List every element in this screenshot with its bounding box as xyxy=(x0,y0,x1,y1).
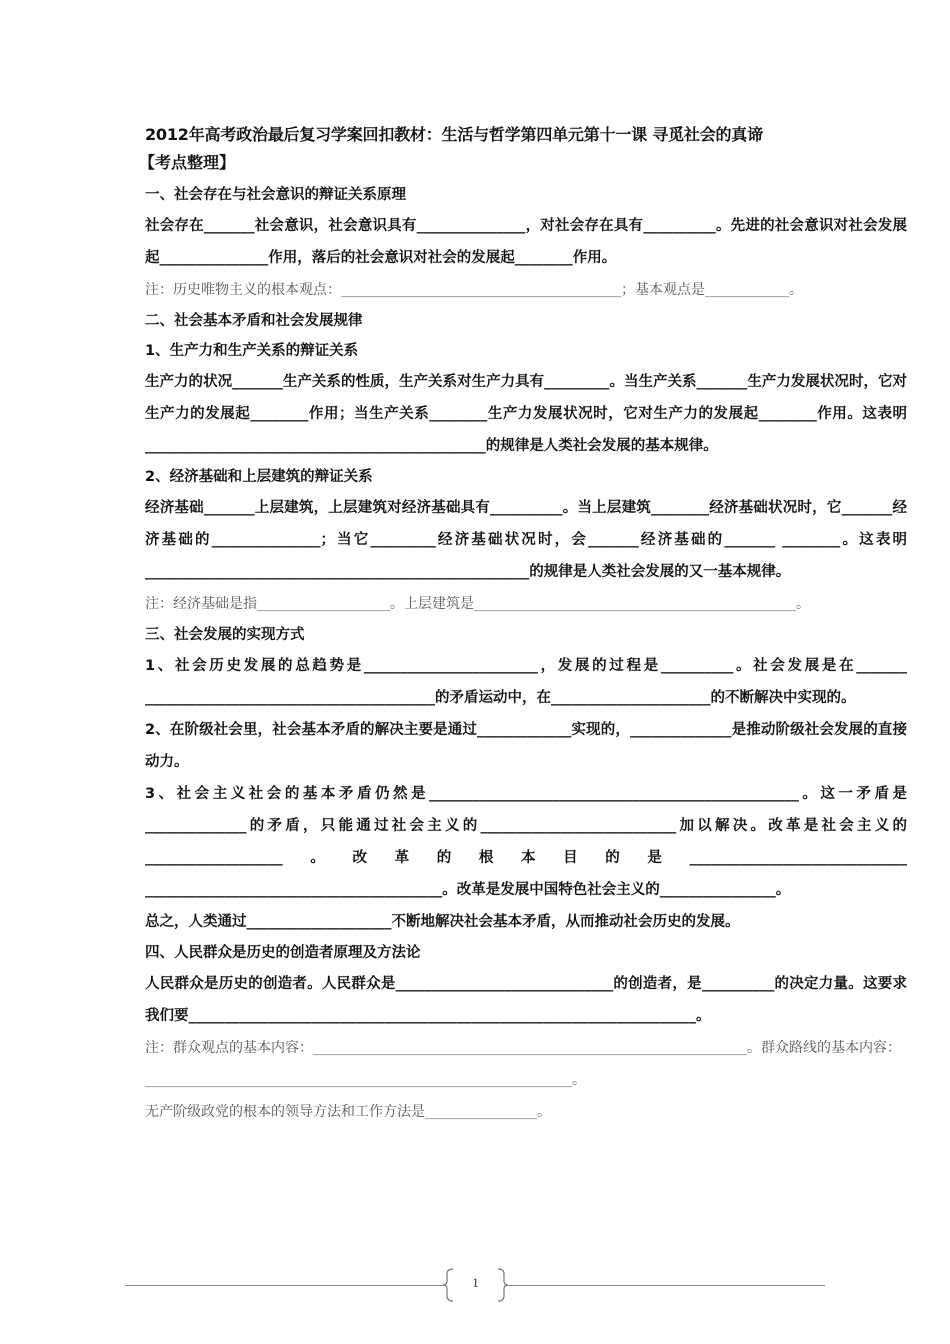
section-3-paragraph-2: 2、在阶级社会里，社会基本矛盾的解决主要是通过_____________实现的，______________是推动阶级社会发展的直接动力。 xyxy=(145,722,907,770)
section-2-note: 注：经济基础是指___________________。上层建筑是______________________________________________。 xyxy=(145,596,810,612)
section-3-paragraph-4: 总之，人类通过____________________不断地解决社会基本矛盾，从而推动社会历史的发展。 xyxy=(145,914,740,930)
section-2-sub2-heading: 2、经济基础和上层建筑的辩证关系 xyxy=(145,469,373,485)
section-3-heading: 三、社会发展的实现方式 xyxy=(145,627,305,643)
section-1-paragraph: 社会存在_______社会意识，社会意识具有_______________，对社会存在具有__________。先进的社会意识对社会发展起_______________作用，落后的社会意识对社会的发展起________作用。 xyxy=(145,218,907,266)
section-2-sub2-paragraph: 经济基础_______上层建筑，上层建筑对经济基础具有__________。当上层建筑________经济基础状况时，它_______经济基础的_______________；当它_________经济基础状况时，会_______经济基础的_______ ________。这表明_____________________________________________________的规律是人类社会发展的又一基本规律。 xyxy=(145,500,907,580)
document-page xyxy=(139,120,913,1128)
section-3-paragraph-1: 1、社会历史发展的总趋势是________________________，发展的过程是__________。社会发展是在_______ ________________________________________的矛盾运动中，在______________________的不断解决中实现的。 xyxy=(145,658,913,706)
document-title: 2012年高考政治最后复习学案回扣教材：生活与哲学第四单元第十一课 寻觅社会的真谛 xyxy=(145,125,763,144)
page-number: 1 xyxy=(472,1275,479,1290)
section-2-heading: 二、社会基本矛盾和社会发展规律 xyxy=(145,313,363,329)
section-4-note-1: 注：群众观点的基本内容：______________________________________________________________。群众路线的基本内容：_____________________________________________________________。 xyxy=(145,1040,901,1088)
section-4-note-2: 无产阶级政党的根本的领导方法和工作方法是________________。 xyxy=(145,1104,551,1120)
page-number-bracket xyxy=(443,1268,508,1302)
section-4-paragraph: 人民群众是历史的创造者。人民群众是______________________________的创造者，是__________的决定力量。这要求我们要______________________________________________________________________。 xyxy=(145,976,907,1024)
section-2-sub1-heading: 1、生产力和生产关系的辩证关系 xyxy=(145,343,359,359)
section-1-note: 注：历史唯物主义的根本观点：________________________________________；基本观点是____________。 xyxy=(145,282,803,298)
footer-rule-right xyxy=(508,1285,825,1286)
footer-rule-left xyxy=(125,1285,443,1286)
section-4-heading: 四、人民群众是历史的创造者原理及方法论 xyxy=(145,945,421,961)
page-footer xyxy=(125,1268,825,1304)
section-3-paragraph-3: 3、社会主义社会的基本矛盾仍然是___________________________________________________。这一矛盾是______________的矛盾，只能通过社会主义的___________________________加以解决。改革是社会主义的___________________。改革的根本目的是______________________________ _________________________________________。改革是发展中国特色社会主义的________________。 xyxy=(145,786,913,898)
section-1-heading: 一、社会存在与社会意识的辩证关系原理 xyxy=(145,187,406,203)
section-label-kaodian: 【考点整理】 xyxy=(139,153,236,172)
section-2-sub1-paragraph: 生产力的状况_______生产关系的性质，生产关系对生产力具有_________。当生产关系_______生产力发展状况时，它对生产力的发展起________作用；当生产关系________生产力发展状况时，它对生产力的发展起________作用。这表明_______________________________________________的规律是人类社会发展的基本规律。 xyxy=(145,374,907,454)
